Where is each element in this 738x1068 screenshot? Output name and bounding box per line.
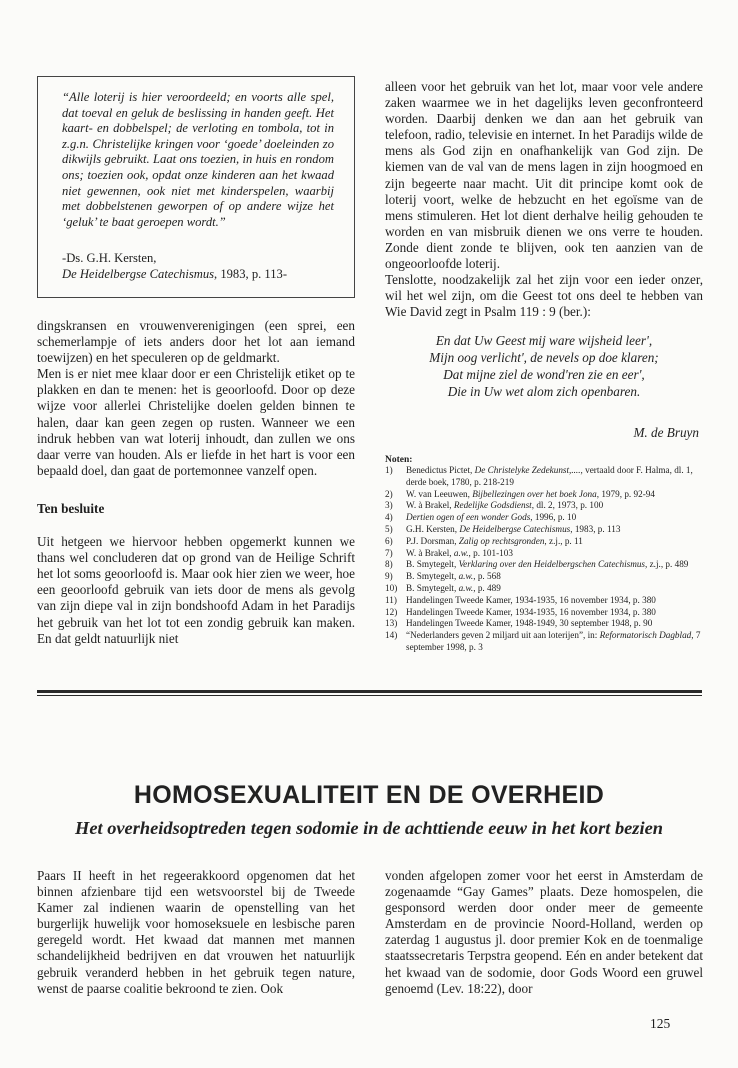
note-text-rest: , p. 101-103: [468, 547, 513, 558]
note-item: [385, 524, 703, 536]
note-text: [406, 524, 703, 536]
notes-section: [385, 455, 703, 654]
note-text: [406, 607, 703, 619]
poem-line: Die in Uw wet alom zich openbaren.: [447, 383, 641, 399]
quote-box: [37, 76, 355, 298]
right-paragraph-1: alleen voor het gebruik van het lot, maar voor vele andere zaken waarmee we in het dagelijks leven geconfronteerd worden. Daarbij denken we dan aan het gebruik van telefoon, radio, televisie en internet. In het Paradijs wilde de mens als God zijn en onafhankelijk van God zijn. De kiemen van de val van de mens lagen in zijn hoogmoed en zijn begeerte naar macht. Uit dit principe komt ook de loterij voort, welke de hebzucht en het egoïsme van de mens stimuleren. Het lot dient derhalve heilig gehouden te worden en van misbruik dienen we ons verre te houden. Zonde dient zonde te blijven, ook ten aanzien van de ongeoorloofde loterij.: [385, 79, 703, 272]
note-number: 6): [385, 535, 393, 546]
note-text: [406, 465, 703, 489]
note-item: [385, 630, 703, 654]
note-text-plain: B. Smytegelt,: [406, 582, 459, 593]
note-number: 3): [385, 500, 393, 511]
note-number: 5): [385, 523, 393, 534]
quote-source-title: De Heidelbergse Catechismus: [62, 267, 215, 282]
note-text-rest: , 7 september 1998, p. 3: [406, 630, 701, 652]
note-text-plain: G.H. Kersten,: [406, 523, 460, 534]
note-text-rest: , z.j., p. 11: [544, 535, 583, 546]
note-text: [406, 536, 703, 548]
article-left-column: [37, 868, 355, 997]
right-column: [385, 79, 703, 441]
note-text: [406, 489, 703, 501]
note-text-plain: B. Smytegelt,: [406, 559, 459, 570]
note-text-title: De Heidelbergse Catechismus: [459, 523, 571, 534]
note-text-title: De Christelyke Zedekunst,....,: [474, 465, 583, 475]
article-subtitle: Het overheidsoptreden tegen sodomie in de achttiende eeuw in het kort bezien: [75, 818, 663, 838]
poem-line: Dat mijne ziel de wond'ren zie en eer',: [443, 367, 645, 382]
note-text-title: a.w.: [453, 547, 469, 558]
note-item: [385, 548, 703, 560]
note-number: 11): [385, 594, 397, 605]
note-item: [385, 489, 703, 501]
note-text: [406, 500, 703, 512]
section-heading: Ten besluite: [37, 500, 105, 516]
left-paragraph-2: Men is er niet mee klaar door er een Christelijk etiket op te plakken en dan te menen: het is geoorloofd. Door op deze wijze voor allerlei Christelijke doelen gelden binnen te halen, daar kan geen zegen op rusten. Wanneer we een indruk hebben van wat loterij inhoudt, dan zullen we ons daar verre van houden. Als er liefde in het hart is voor een bepaald doel, dan gaat de portemonnee vanzelf open.: [37, 366, 355, 478]
section-divider-thick: [37, 690, 702, 693]
note-text-title: Zalig op rechtsgronden: [458, 535, 545, 546]
section-divider-thin: [37, 695, 702, 696]
note-text-title: Redelijke Godsdienst: [453, 500, 532, 511]
note-text-plain: Handelingen Tweede Kamer, 1934-1935, 16 november 1934, p. 380: [406, 606, 656, 617]
note-text-plain: B. Smytegelt,: [406, 571, 459, 582]
note-text-plain: W. à Brakel,: [406, 547, 454, 558]
note-item: [385, 595, 703, 607]
poem-line: Mijn oog verlicht', de nevels op doe klaren;: [429, 350, 659, 366]
note-item: [385, 465, 703, 489]
note-text: [406, 548, 703, 560]
quote-text: “Alle loterij is hier veroordeeld; en voorts alle spel, dat toeval en geluk de beslissing in handen geeft. Het kaart- en dobbelspel; de verloting en tombola, tot in z.g.n. Christelijke kringen voor ‘goede’ doeleinden zo dikwijls gebruikt. Laat ons toezien, in huis en rondom ons; toezien ook, opdat onze kinderen aan het kwaad niet gewennen, ook niet met kinderspelen, waarbij met dobbelstenen geworpen of op andere wijze het ‘geluk’ te baat geroepen wordt.”: [62, 90, 334, 229]
poem-line: En dat Uw Geest mij ware wijsheid leer',: [435, 333, 653, 349]
note-text-plain: Handelingen Tweede Kamer, 1934-1935, 16 november 1934, p. 380: [406, 594, 656, 605]
poem: [385, 333, 703, 400]
note-item: [385, 536, 703, 548]
note-text: [406, 512, 703, 524]
note-text-rest: vertaald door F. Halma, dl. 1, derde boek, 1780, p. 218-219: [406, 465, 693, 487]
note-text-title: a.w.: [458, 582, 474, 593]
quote-author: -Ds. G.H. Kersten,: [62, 251, 157, 266]
left-paragraph-1: dingskransen en vrouwenverenigingen (een sprei, een schemerlampje of iets anders door het lot aan iemand toewijzen) en het speculeren op de geldmarkt.: [37, 318, 355, 366]
note-text: [406, 618, 703, 630]
note-text-plain: W. van Leeuwen,: [406, 488, 473, 499]
note-text: [406, 583, 703, 595]
note-text-rest: , 1983, p. 113: [570, 523, 621, 534]
note-item: [385, 607, 703, 619]
note-text-plain: P.J. Dorsman,: [406, 535, 459, 546]
note-text-rest: , z.j., p. 489: [645, 559, 689, 570]
quote-source: [62, 266, 334, 282]
note-item: [385, 571, 703, 583]
note-item: [385, 559, 703, 571]
note-text: [406, 571, 703, 583]
note-number: 12): [385, 606, 398, 617]
note-text-title: Verklaring over den Heidelbergschen Catechismus: [458, 559, 646, 570]
quote-source-rest: , 1983, p. 113-: [214, 267, 288, 282]
note-item: [385, 512, 703, 524]
note-number: 4): [385, 512, 393, 523]
notes-list: [385, 465, 703, 654]
note-text-title: a.w.: [458, 571, 474, 582]
note-number: 14): [385, 630, 398, 641]
article-right-text: vonden afgelopen zomer voor het eerst in Amsterdam de zogenaamde “Gay Games” plaats. Deze homospelen, die gesponsord werden door onder meer de gemeente Amsterdam en de provincie Noord-Holland, werden op zaterdag 1 augustus jl. door premier Kok en de toenmalige staatssecretaris Terpstra geopend. Eén en ander betekent dat het kwaad van de sodomie, door Gods Woord een gruwel genoemd (Lev. 18:22), door: [385, 868, 703, 996]
right-paragraph-2: Tenslotte, noodzakelijk zal het zijn voor een ieder onzer, wil het wel zijn, om die Geest tot ons deel te hebben van Wie David zegt in Psalm 119 : 9 (ber.):: [385, 272, 703, 320]
note-item: [385, 618, 703, 630]
note-text-plain: Benedictus Pictet,: [406, 465, 475, 475]
note-text-title: Dertien ogen of een wonder Gods: [406, 512, 531, 523]
note-number: 13): [385, 618, 398, 629]
note-number: 1): [385, 465, 393, 475]
note-number: 7): [385, 547, 393, 558]
note-item: [385, 500, 703, 512]
note-text-plain: W. à Brakel,: [406, 500, 454, 511]
note-number: 2): [385, 488, 393, 499]
article-right-column: [385, 868, 703, 997]
note-text-rest: , 1979, p. 92-94: [596, 488, 655, 499]
article-left-text: Paars II heeft in het regeerakkoord opgenomen dat het binnen afzienbare tijd een wetsvoorstel bij de Tweede Kamer zal indienen waarin de openstelling van het burgerlijk huwelijk voor homoseksuele en lesbische paren geregeld wordt. Het kwaad dat mannen met mannen schandelijkheid bedrijven en dat vrouwen het natuurlijk gebruik veranderd hebben in het gebruik tegen nature, wenst de paarse coalitie bekroond te zien. Ook: [37, 868, 355, 996]
note-text: [406, 595, 703, 607]
note-text-rest: , p. 489: [473, 582, 501, 593]
note-text-plain: “Nederlanders geven 2 miljard uit aan loterijen”, in:: [406, 630, 600, 641]
note-item: [385, 583, 703, 595]
note-number: 9): [385, 571, 393, 582]
note-text-title: Reformatorisch Dagblad: [599, 630, 692, 641]
left-paragraph-3: Uit hetgeen we hiervoor hebben opgemerkt kunnen we thans wel concluderen dat op grond van de Heilige Schrift het lot soms geoorloofd is. Maar ook hier zien we weer, hoe een geoorloofd gebruik van iets door de mens als gevolg van zijn diepe val in zijn bondshoofd Adam in het Paradijs het gebruik van het lot tot een zondig gebruik kan maken. En dat geldt natuurlijk niet: [37, 534, 355, 646]
note-text-title: Bijbellezingen over het boek Jona: [472, 488, 597, 499]
notes-title: Noten:: [385, 455, 413, 465]
signature: M. de Bruyn: [633, 424, 699, 440]
note-text-plain: Handelingen Tweede Kamer, 1948-1949, 30 september 1948, p. 90: [406, 618, 653, 629]
page-number: 125: [650, 1016, 671, 1031]
note-text: [406, 559, 703, 571]
note-text: [406, 630, 703, 654]
note-text-rest: , p. 568: [473, 571, 501, 582]
note-number: 8): [385, 559, 393, 570]
note-number: 10): [385, 582, 398, 593]
note-text-rest: , dl. 2, 1973, p. 100: [531, 500, 604, 511]
article-title: HOMOSEXUALITEIT EN DE OVERHEID: [133, 781, 605, 809]
note-text-rest: , 1996, p. 10: [530, 512, 577, 523]
left-column: [37, 318, 355, 647]
